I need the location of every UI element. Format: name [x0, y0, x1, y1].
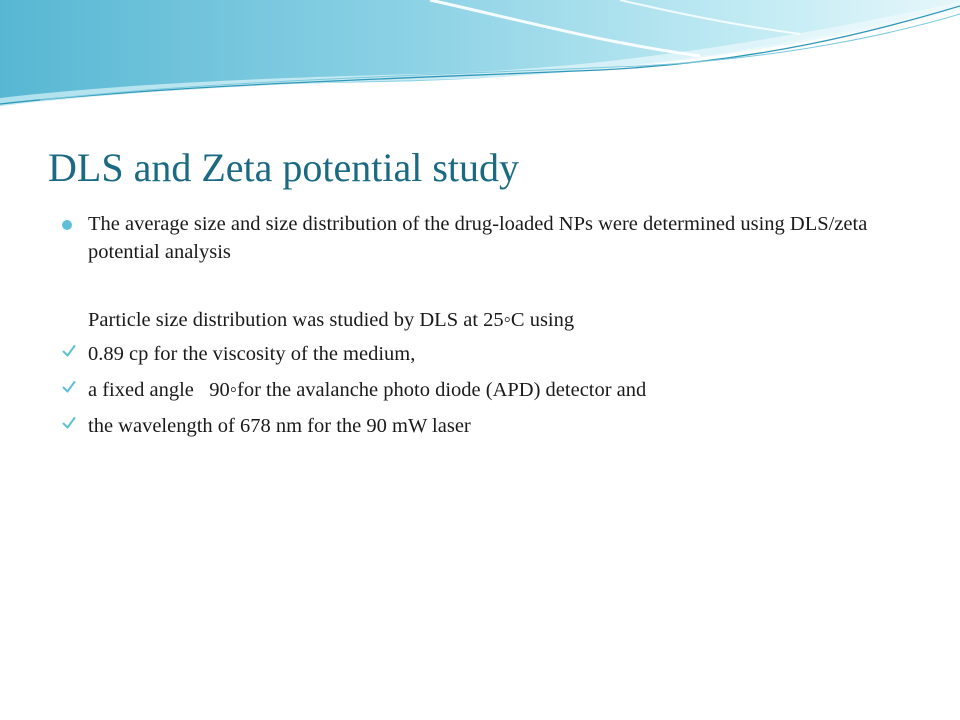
check-item	[62, 412, 882, 440]
check-item	[62, 376, 882, 404]
check-item	[62, 340, 882, 368]
intro-line	[62, 306, 882, 334]
slide-title: DLS and Zeta potential study	[48, 145, 520, 190]
intro-text: Particle size distribution was studied by DLS at 25◦C using	[88, 309, 575, 331]
check-text: the wavelength of 678 nm for the 90 mW laser	[88, 415, 471, 437]
bullet-text: The average size and size distribution of the drug-loaded NPs were determined using DLS/zeta potential analysis	[88, 213, 868, 263]
bullet-icon	[62, 220, 72, 230]
bullet-item	[62, 210, 882, 266]
checkmark-icon	[62, 380, 76, 394]
checkmark-icon	[62, 416, 76, 430]
header-wave-decoration	[0, 0, 960, 120]
content-body	[62, 210, 882, 440]
check-text: 0.89 cp for the viscosity of the medium,	[88, 343, 416, 365]
checkmark-icon	[62, 344, 76, 358]
check-text: a fixed angle 90◦for the avalanche photo diode (APD) detector and	[88, 379, 647, 401]
